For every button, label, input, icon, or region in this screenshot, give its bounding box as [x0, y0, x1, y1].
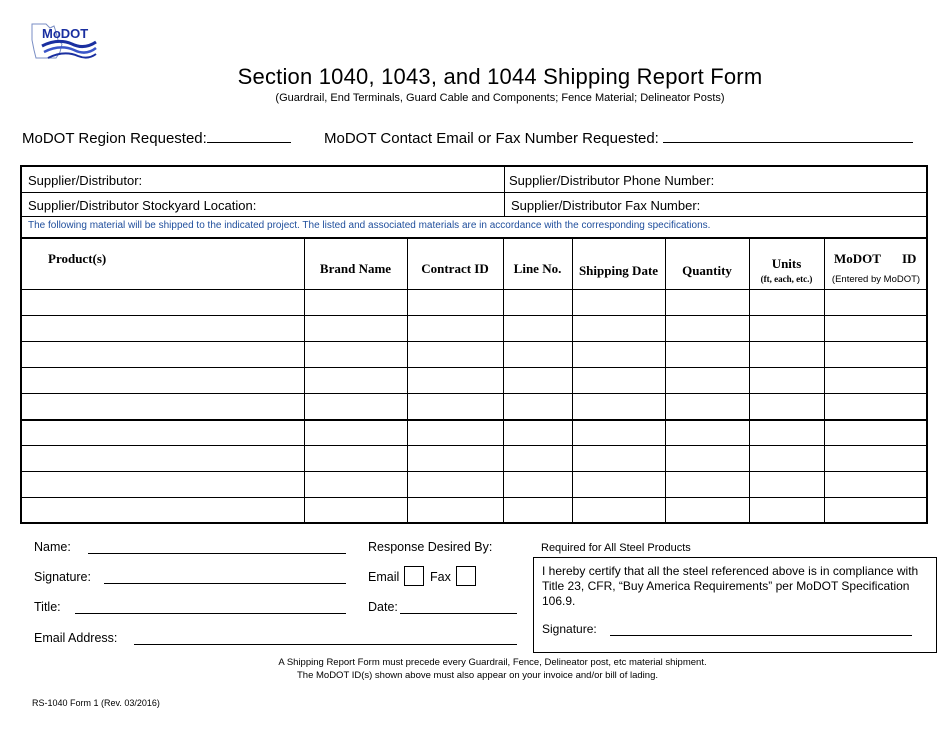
date-label: Date: [368, 600, 398, 614]
supplier-location-label: Supplier/Distributor Stockyard Location: [28, 198, 257, 213]
signature-field[interactable] [104, 583, 346, 584]
supplier-name-label: Supplier/Distributor: [28, 173, 143, 188]
col-modot-sub: (Entered by MoDOT) [831, 274, 921, 285]
region-requested [22, 128, 291, 147]
certification-signature-label: Signature: [542, 622, 597, 636]
col-line-no: Line No. [513, 261, 562, 276]
region-requested-label: MoDOT Region Requested: [22, 130, 207, 147]
certification-heading: Required for All Steel Products [541, 542, 691, 554]
col-brand-name: Brand Name [319, 261, 392, 276]
form-id: RS-1040 Form 1 (Rev. 03/2016) [32, 698, 160, 708]
material-table [20, 239, 928, 524]
col-modot: MoDOT [834, 251, 881, 266]
col-product: Product(s) [48, 251, 107, 266]
title-field[interactable] [75, 613, 346, 614]
certification-text: I hereby certify that all the steel referenced above is in compliance with Title 23, CFR, “Buy America Requirements” per MoDOT Specification 106.9. [542, 564, 919, 608]
supplier-fax-label: Supplier/Distributor Fax Number: [511, 198, 701, 213]
email-address-label: Email Address: [34, 631, 118, 645]
certification-box [533, 557, 937, 653]
email-checkbox[interactable] [404, 566, 424, 586]
email-option-label: Email [368, 570, 400, 584]
logo-text: MoDOT [42, 26, 89, 41]
footer-note-2: The MoDOT ID(s) shown above must also appear on your invoice and/or bill of lading. [296, 670, 658, 681]
contact-requested-field[interactable] [663, 128, 913, 143]
page-subtitle: (Guardrail, End Terminals, Guard Cable and Components; Fence Material; Delineator Posts) [275, 92, 725, 104]
footer-note-1: A Shipping Report Form must precede every Guardrail, Fence, Delineator post, etc material shipment. [278, 657, 707, 668]
col-units-sub: (ft, each, etc.) [760, 274, 813, 284]
name-field[interactable] [88, 553, 346, 554]
col-contract-id: Contract ID [421, 261, 489, 276]
modot-logo [28, 20, 100, 66]
email-address-field[interactable] [134, 644, 517, 645]
col-quantity: Quantity [682, 263, 732, 278]
contact-requested [324, 128, 913, 147]
fax-option-label: Fax [430, 570, 451, 584]
col-modot-id: ID [902, 251, 917, 266]
name-label: Name: [34, 540, 71, 554]
material-notice: The following material will be shipped to the indicated project. The listed and associated materials are in accordance with the corresponding specifications. [28, 220, 711, 231]
title-label: Title: [34, 600, 61, 614]
region-requested-field[interactable] [207, 128, 291, 143]
contact-requested-label: MoDOT Contact Email or Fax Number Requested: [324, 130, 659, 147]
supplier-box [20, 165, 928, 239]
date-field[interactable] [400, 613, 517, 614]
signature-label: Signature: [34, 570, 91, 584]
fax-checkbox[interactable] [456, 566, 476, 586]
certification-signature-field[interactable] [610, 635, 912, 636]
supplier-phone-label: Supplier/Distributor Phone Number: [509, 173, 715, 188]
col-units: Units [771, 256, 802, 271]
response-desired-label: Response Desired By: [368, 540, 493, 554]
page-title: Section 1040, 1043, and 1044 Shipping Report Form [237, 64, 763, 89]
col-shipping-date: Shipping Date [578, 263, 659, 278]
